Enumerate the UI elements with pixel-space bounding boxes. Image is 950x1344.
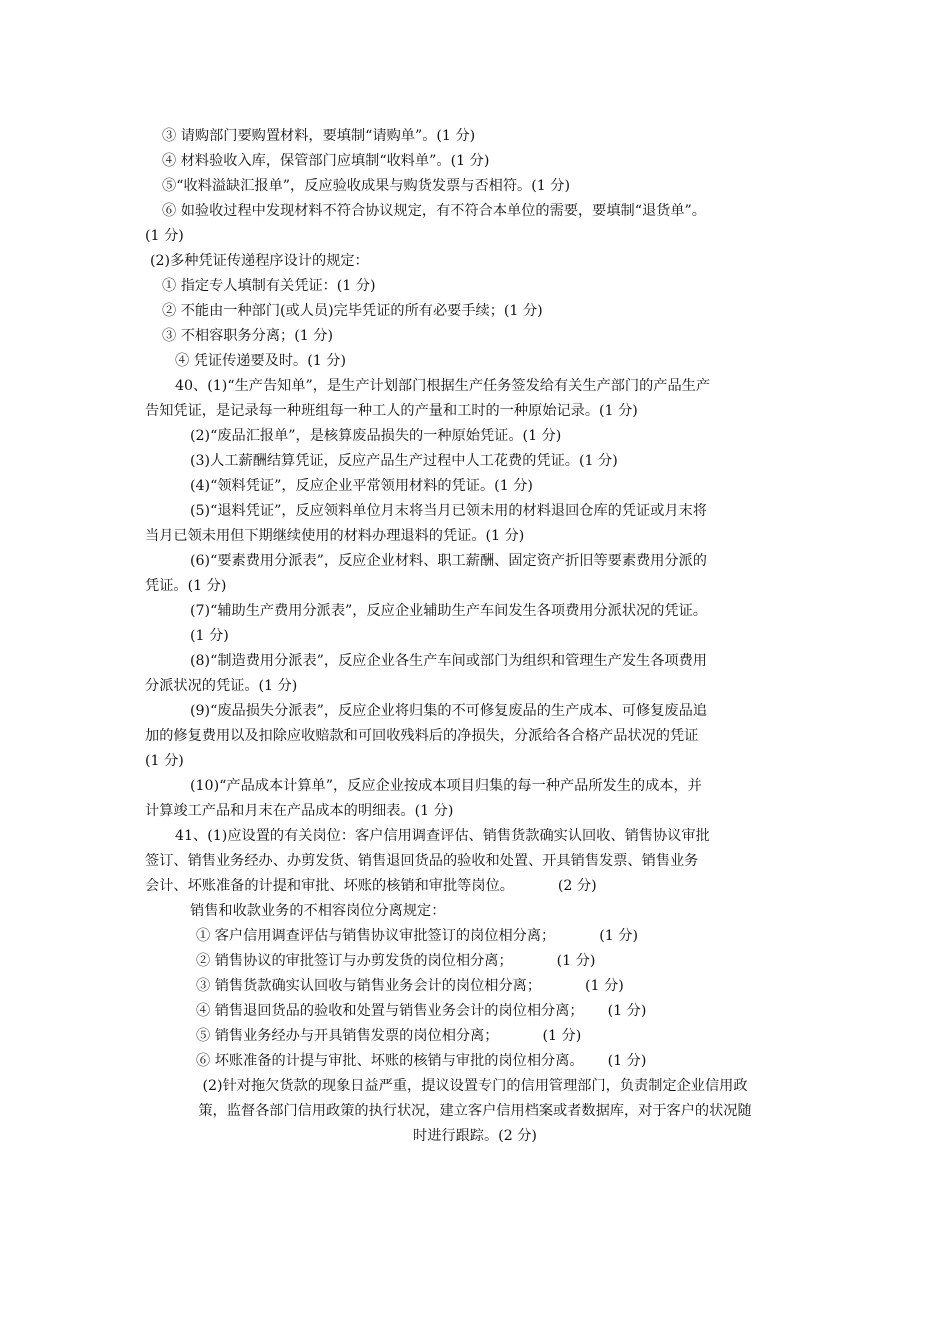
text-segment: ① 客户信用调查评估与销售协议审批签订的岗位相分离；	[196, 928, 556, 944]
text-line: ④ 凭证传递要及时。(1 分)	[175, 353, 346, 369]
text-line: (6)“要素费用分派表”，反应企业材料、职工薪酬、固定资产折旧等要素费用分派的	[190, 553, 707, 569]
text-line: 告知凭证，是记录每一种班组每一种工人的产量和工时的一种原始记录。(1 分)	[145, 403, 638, 419]
text-line: (10)“产品成本计算单”，反应企业按成本项目归集的每一种产品所发生的成本，并	[190, 778, 702, 794]
text-segment: ⑥ 坏账准备的计提与审批、坏账的核销与审批的岗位相分离。	[196, 1053, 584, 1069]
score-note: (1 分)	[556, 953, 596, 969]
text-line: 计算竣工产品和月末在产品成本的明细表。(1 分)	[145, 803, 454, 819]
score-note: (2 分)	[557, 878, 597, 894]
text-line: (5)“退料凭证”，反应领料单位月末将当月已领未用的材料退回仓库的凭证或月末将	[190, 503, 707, 519]
list-item	[196, 974, 624, 999]
text-line: 41、(1)应设置的有关岗位：客户信用调查评估、销售货款确实认回收、销售协议审批	[175, 828, 710, 844]
score-note: (1 分)	[585, 978, 624, 994]
text-line: (8)“制造费用分派表”，反应企业各生产车间或部门为组织和管理生产发生各项费用	[190, 653, 707, 669]
score-note: (1 分)	[599, 928, 638, 944]
text-line: (1 分)	[145, 228, 184, 244]
text-segment: ③ 销售货款确实认回收与销售业务会计的岗位相分离；	[196, 978, 542, 994]
text-segment: ⑤ 销售业务经办与开具销售发票的岗位相分离；	[196, 1028, 499, 1044]
list-item	[196, 924, 638, 949]
text-segment: 会计、坏账准备的计提和审批、坏账的核销和审批等岗位。	[145, 878, 514, 894]
text-line: (2)多种凭证传递程序设计的规定：	[150, 253, 369, 269]
text-line: (4)“领料凭证”，反应企业平常领用材料的凭证。(1 分)	[190, 478, 533, 494]
text-line: 时进行跟踪。(2 分)	[413, 1128, 537, 1144]
text-line: 销售和收款业务的不相容岗位分离规定：	[190, 903, 446, 919]
score-note: (1 分)	[607, 1053, 647, 1069]
text-line: ③ 请购部门要购置材料，要填制“请购单”。(1 分)	[162, 128, 476, 144]
text-line: 当月已领未用但下期继续使用的材料办理退料的凭证。(1 分)	[145, 528, 525, 544]
list-item	[196, 1024, 581, 1049]
list-item	[196, 949, 595, 974]
text-line: 分派状况的凭证。(1 分)	[145, 678, 298, 694]
text-line: (3)人工薪酬结算凭证，反应产品生产过程中人工花费的凭证。(1 分)	[190, 453, 618, 469]
text-line	[145, 874, 597, 899]
text-line: (2)针对拖欠货款的现象日益严重，提议设置专门的信用管理部门，负责制定企业信用政	[202, 1078, 748, 1094]
score-note: (1 分)	[607, 1003, 647, 1019]
text-line: (1 分)	[190, 628, 229, 644]
text-segment: ② 销售协议的审批签订与办剪发货的岗位相分离；	[196, 953, 513, 969]
text-segment: ④ 销售退回货品的验收和处置与销售业务会计的岗位相分离；	[196, 1003, 584, 1019]
text-line: 40、(1)“生产告知单”，是生产计划部门根据生产任务签发给有关生产部门的产品生产	[175, 378, 711, 394]
text-line: ⑥ 如验收过程中发现材料不符合协议规定，有不符合本单位的需要，要填制“退货单”。	[162, 203, 706, 219]
text-line: (7)“辅助生产费用分派表”，反应企业辅助生产车间发生各项费用分派状况的凭证。	[190, 603, 707, 619]
text-line: (1 分)	[145, 753, 184, 769]
text-line: ④ 材料验收入库，保管部门应填制“收料单”。(1 分)	[162, 153, 490, 169]
score-note: (1 分)	[542, 1028, 582, 1044]
text-line: 加的修复费用以及扣除应收赔款和可回收残料后的净损失，分派给各合格产品状况的凭证	[145, 728, 699, 744]
text-line: ② 不能由一种部门(或人员)完毕凭证的所有必要手续；(1 分)	[162, 303, 543, 319]
text-line: ⑤“收料溢缺汇报单”，反应验收成果与购货发票与否相符。(1 分)	[162, 178, 570, 194]
text-line: ③ 不相容职务分离；(1 分)	[162, 328, 333, 344]
text-line: 策，监督各部门信用政策的执行状况，建立客户信用档案或者数据库，对于客户的状况随	[198, 1103, 752, 1119]
text-line: (9)“废品损失分派表”，反应企业将归集的不可修复废品的生产成本、可修复废品追	[190, 703, 707, 719]
text-line: 凭证。(1 分)	[145, 578, 227, 594]
list-item	[196, 1049, 646, 1074]
list-item	[196, 999, 646, 1024]
text-line: 签订、销售业务经办、办剪发货、销售退回货品的验收和处置、开具销售发票、销售业务	[145, 853, 699, 869]
text-line: ① 指定专人填制有关凭证：(1 分)	[162, 278, 376, 294]
text-line: (2)“废品汇报单”，是核算废品损失的一种原始凭证。(1 分)	[190, 428, 562, 444]
